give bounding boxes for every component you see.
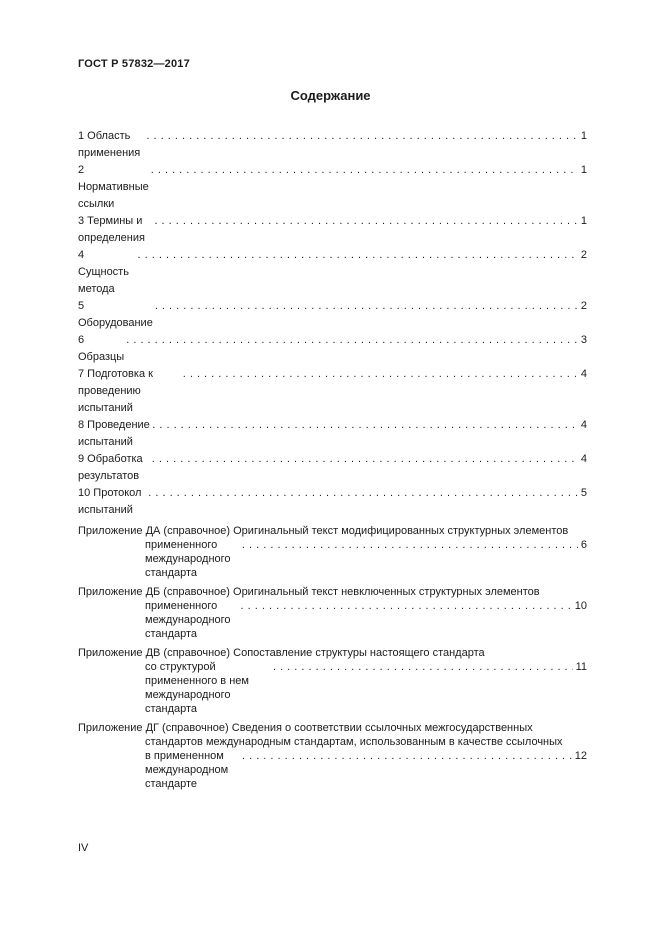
- toc-entry-text: 7 Подготовка к проведению испытаний: [78, 368, 153, 414]
- dot-leader: [151, 162, 578, 179]
- toc-entry-text: примененного международного стандарта: [145, 539, 231, 579]
- toc-entry-text: со структурой примененного в нем международного стандарта: [145, 661, 249, 715]
- toc-line: [78, 599, 587, 641]
- toc-page-number: 2: [580, 249, 587, 261]
- toc-entry: [78, 721, 587, 791]
- toc-line: [78, 162, 587, 213]
- toc-page-number: 6: [580, 539, 587, 551]
- page-number-footer: IV: [78, 842, 89, 854]
- toc-entry-text: 9 Обработка результатов: [78, 453, 143, 482]
- toc-line: [78, 213, 587, 247]
- toc-entry: [78, 485, 587, 519]
- dot-leader: [152, 451, 578, 468]
- toc-line: [78, 298, 587, 332]
- toc-page-number: 1: [580, 164, 587, 176]
- dot-leader: [183, 366, 578, 383]
- toc-line: [78, 332, 587, 366]
- dot-leader: [242, 538, 578, 552]
- dot-leader: [126, 332, 578, 349]
- toc-line: [78, 366, 587, 417]
- dot-leader: [138, 247, 578, 264]
- toc-entry-text: Приложение ДГ (справочное) Сведения о соответствии ссылочных межгосударственных: [78, 722, 533, 734]
- toc-page-number: 4: [580, 419, 587, 431]
- toc-entry: [78, 128, 587, 162]
- toc-page-number: 5: [580, 487, 587, 499]
- toc-entry-text: в примененном международном стандарте: [145, 750, 229, 790]
- toc-line: [78, 451, 587, 485]
- toc-page-number: 2: [580, 300, 587, 312]
- toc-entry-text: Приложение ДВ (справочное) Сопоставление структуры настоящего стандарта: [78, 647, 485, 659]
- toc-line: [78, 721, 587, 735]
- dot-leader: [146, 128, 577, 145]
- toc-page-number: 10: [574, 600, 587, 612]
- toc-entry: [78, 247, 587, 298]
- toc-line: [78, 585, 587, 599]
- table-of-contents: [78, 128, 587, 792]
- toc-entry-text: 2 Нормативные ссылки: [78, 164, 149, 210]
- toc-entry-text: 5 Оборудование: [78, 300, 153, 329]
- toc-line: [78, 735, 587, 749]
- document-number: ГОСТ Р 57832—2017: [78, 58, 190, 70]
- toc-entry: [78, 298, 587, 332]
- toc-entry-text: Приложение ДА (справочное) Оригинальный текст модифицированных структурных элементов: [78, 525, 569, 537]
- toc-entry-text: 1 Область применения: [78, 130, 141, 159]
- dot-leader: [241, 599, 572, 613]
- toc-entry-text: примененного международного стандарта: [145, 600, 231, 640]
- toc-line: [78, 417, 587, 451]
- toc-line: [78, 485, 587, 519]
- toc-page-number: 11: [575, 661, 587, 673]
- dot-leader: [273, 660, 573, 674]
- toc-line: [78, 660, 587, 716]
- toc-page-number: 1: [580, 215, 587, 227]
- dot-leader: [152, 417, 578, 434]
- toc-line: [78, 524, 587, 538]
- dot-leader: [154, 213, 577, 230]
- toc-entry-text: 3 Термины и определения: [78, 215, 145, 244]
- toc-line: [78, 749, 587, 791]
- dot-leader: [148, 485, 578, 502]
- toc-entry: [78, 332, 587, 366]
- toc-entry: [78, 451, 587, 485]
- toc-entry-text: стандартов международным стандартам, использованным в качестве ссылочных: [145, 736, 563, 748]
- toc-entry-text: 10 Протокол испытаний: [78, 487, 142, 516]
- toc-page-number: 4: [580, 368, 587, 380]
- toc-line: [78, 538, 587, 580]
- dot-leader: [242, 749, 572, 763]
- toc-entry-text: 6 Образцы: [78, 334, 125, 363]
- toc-page-number: 1: [580, 130, 587, 142]
- dot-leader: [155, 298, 578, 315]
- toc-entry-text: 8 Проведение испытаний: [78, 419, 150, 448]
- toc-line: [78, 128, 587, 162]
- toc-line: [78, 247, 587, 298]
- toc-entry: [78, 585, 587, 641]
- toc-line: [78, 646, 587, 660]
- toc-entry: [78, 162, 587, 213]
- toc-entry: [78, 524, 587, 580]
- toc-page-number: 3: [580, 334, 587, 346]
- toc-page-number: 4: [580, 453, 587, 465]
- toc-entry: [78, 213, 587, 247]
- toc-entry: [78, 417, 587, 451]
- toc-page-number: 12: [574, 750, 587, 762]
- toc-entry: [78, 646, 587, 716]
- toc-entry-text: 4 Сущность метода: [78, 249, 129, 295]
- toc-title: Содержание: [290, 88, 371, 103]
- toc-entry-text: Приложение ДБ (справочное) Оригинальный текст невключенных структурных элементов: [78, 586, 540, 598]
- toc-entry: [78, 366, 587, 417]
